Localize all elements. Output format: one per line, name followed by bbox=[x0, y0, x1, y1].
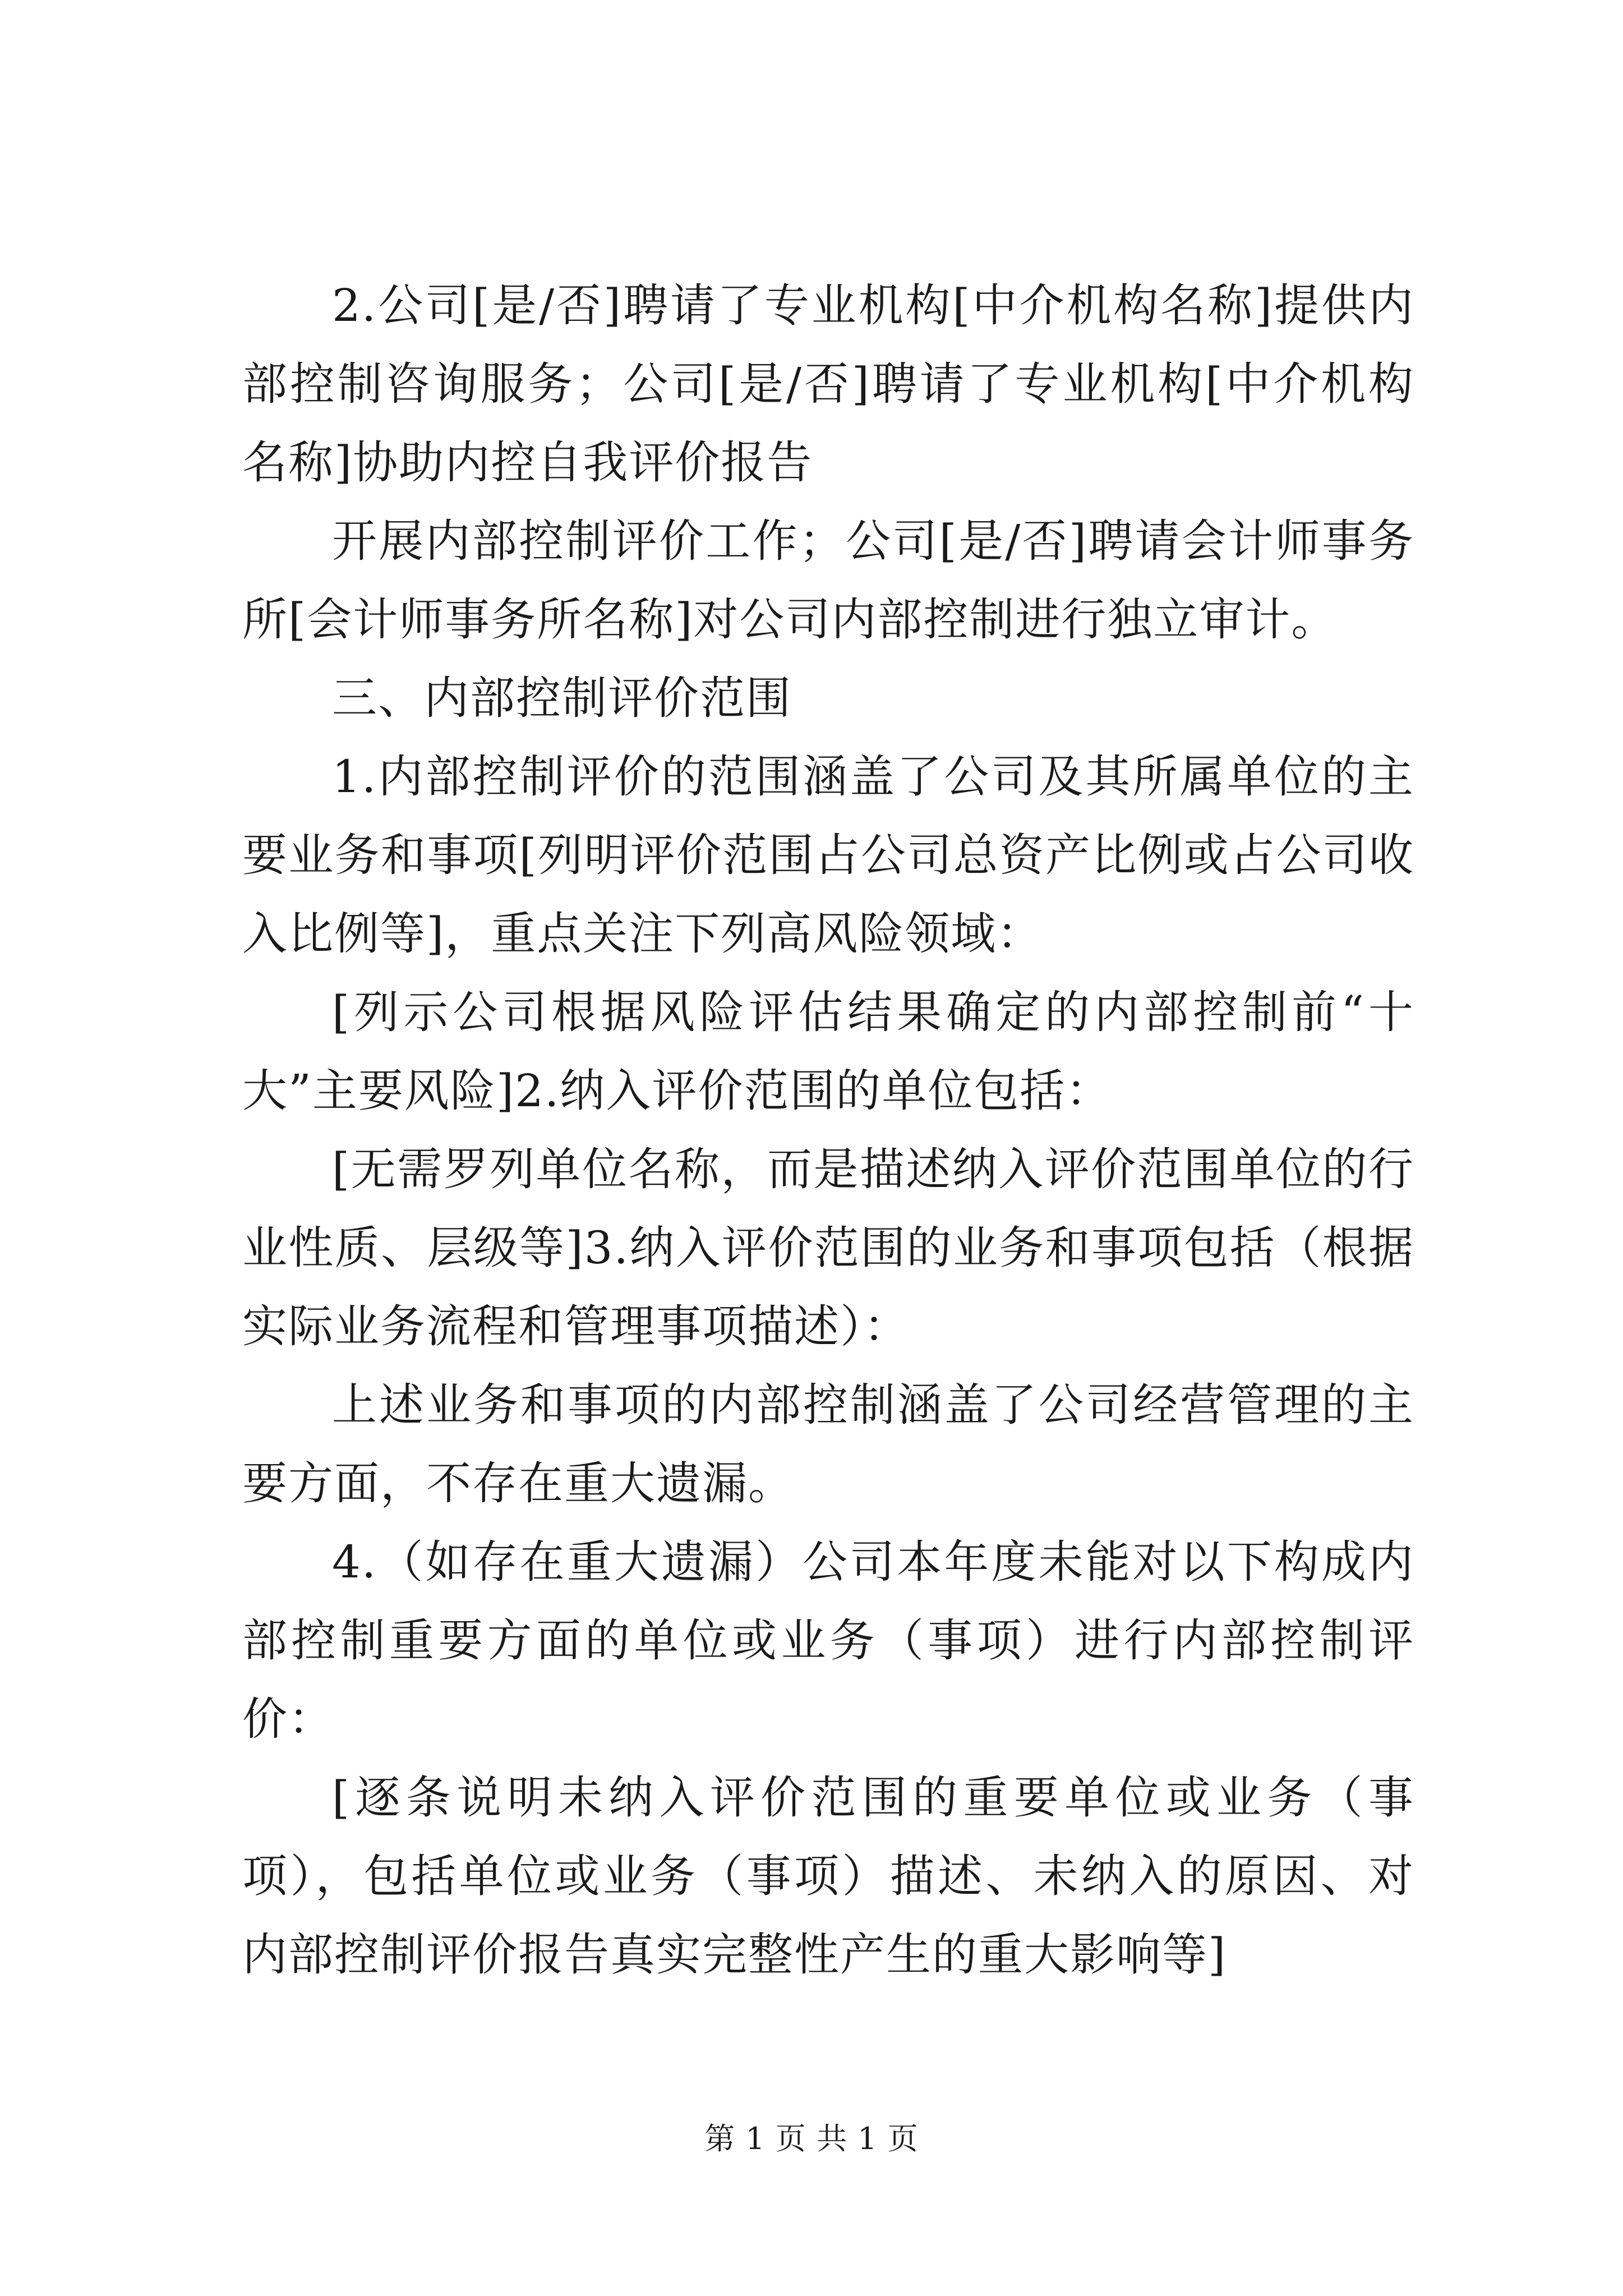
paragraph-consulting-services: 2.公司[是/否]聘请了专业机构[中介机构名称]提供内部控制咨询服务；公司[是/否]聘请了专业机构[中介机构名称]协助内控自我评价报告 bbox=[242, 279, 1414, 489]
paragraph-scope-coverage: 1.内部控制评价的范围涵盖了公司及其所属单位的主要业务和事项[列明评价范围占公司总资产比例或占公司收入比例等]，重点关注下列高风险领域： bbox=[242, 751, 1414, 960]
paragraph-evaluation-audit: 开展内部控制评价工作；公司[是/否]聘请会计师事务所[会计师事务所名称]对公司内部控制进行独立审计。 bbox=[242, 515, 1414, 646]
document-body bbox=[242, 266, 1414, 1994]
paragraph-omission-details: [逐条说明未纳入评价范围的重要单位或业务（事项），包括单位或业务（事项）描述、未纳入的原因、对内部控制评价报告真实完整性产生的重大影响等] bbox=[242, 1772, 1414, 1981]
paragraph-no-omission: 上述业务和事项的内部控制涵盖了公司经营管理的主要方面，不存在重大遗漏。 bbox=[242, 1379, 1414, 1510]
section-heading-scope: 三、内部控制评价范围 bbox=[332, 672, 792, 724]
paragraph-major-omission: 4.（如存在重大遗漏）公司本年度未能对以下构成内部控制重要方面的单位或业务（事项）进行内部控制评价： bbox=[242, 1536, 1414, 1745]
paragraph-top-risks: [列示公司根据风险评估结果确定的内部控制前“十大”主要风险]2.纳入评价范围的单位包括： bbox=[242, 986, 1414, 1117]
page-footer: 第 1 页 共 1 页 bbox=[704, 2121, 919, 2156]
paragraph-units-business: [无需罗列单位名称，而是描述纳入评价范围单位的行业性质、层级等]3.纳入评价范围的业务和事项包括（根据实际业务流程和管理事项描述）： bbox=[242, 1143, 1414, 1352]
